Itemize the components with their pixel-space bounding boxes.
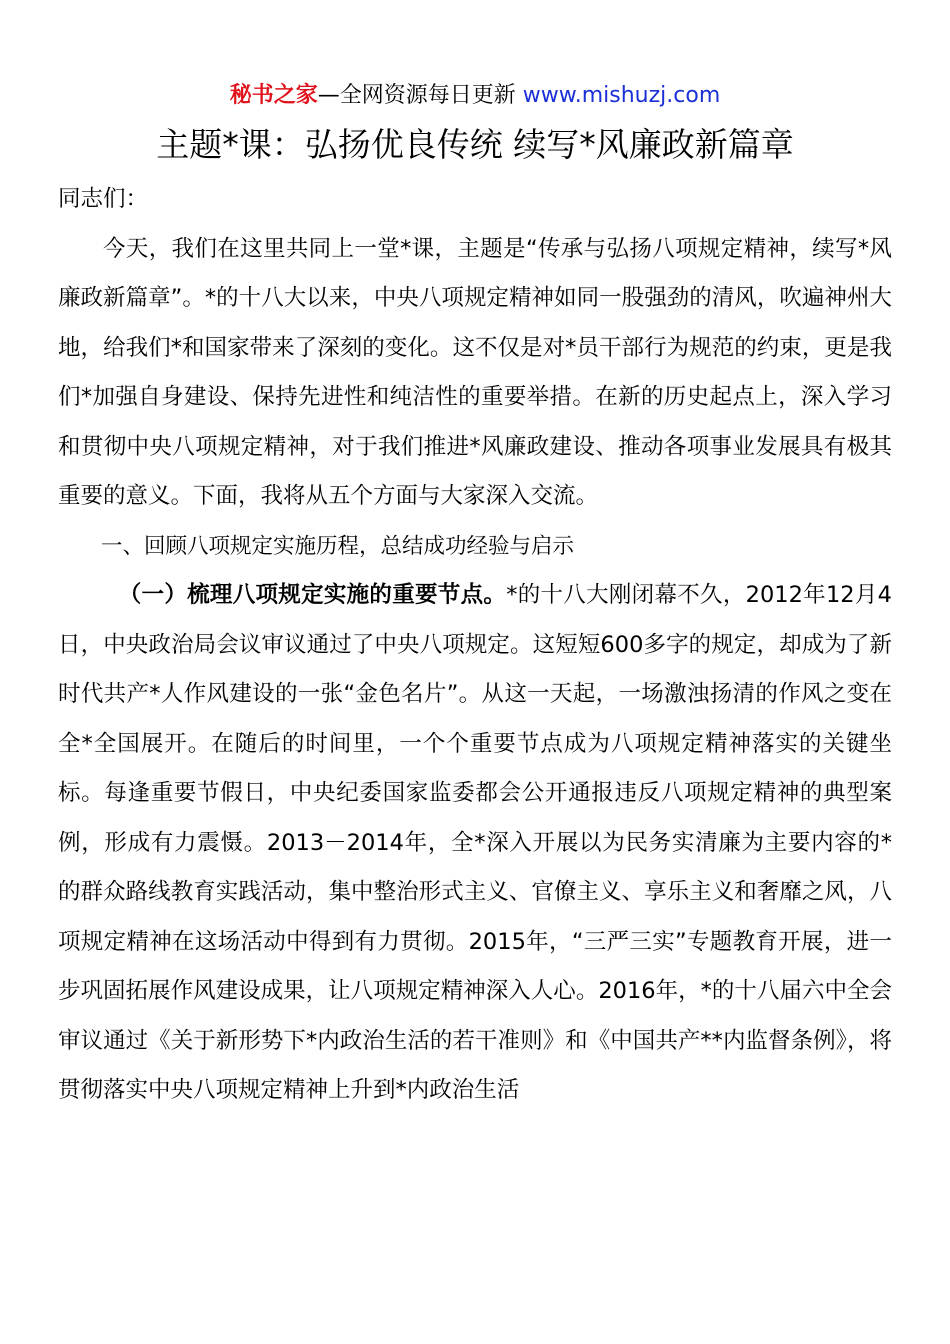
subsection-body: *的十八大刚闭幕不久，2012年12月4日，中央政治局会议审议通过了中央八项规定。这短短600多字的规定，却成为了新时代共产*人作风建设的一张“金色名片”。从这一天起，一场激浊扬清的作风之变在全*全国展开。在随后的时间里，一个个重要节点成为八项规定精神落实的关键坐标。每逢重要节假日，中央纪委国家监委都会公开通报违反八项规定精神的典型案例，形成有力震慑。2013－2014年，全*深入开展以为民务实清廉为主要内容的*的群众路线教育实践活动，集中整治形式主义、官僚主义、享乐主义和奢靡之风，八项规定精神在这场活动中得到有力贯彻。2015年，“三严三实”专题教育开展，进一步巩固拓展作风建设成果，让八项规定精神深入人心。2016年，*的十八届六中全会审议通过《关于新形势下*内政治生活的若干准则》和《中国共产**内监督条例》，将贯彻落实中央八项规定精神上升到*内政治生活 [58, 582, 892, 1103]
document-title: 主题*课：弘扬优良传统 续写*风廉政新篇章 [156, 125, 794, 164]
site-tagline: —全网资源每日更新 [317, 83, 523, 108]
document-body [58, 175, 892, 1116]
subsection-heading: （一）梳理八项规定实施的重要节点。 [118, 582, 507, 608]
salutation: 同志们： [58, 186, 149, 212]
site-url-link[interactable]: www.mishuzj.com [522, 83, 721, 108]
site-header [0, 80, 950, 112]
section-heading: 一、回顾八项规定实施历程，总结成功经验与启示 [101, 533, 575, 559]
site-brand: 秘书之家 [229, 83, 318, 108]
subsection-paragraph [58, 571, 892, 1116]
intro-paragraph: 今天，我们在这里共同上一堂*课，主题是“传承与弘扬八项规定精神，续写*风廉政新篇章”。*的十八大以来，中央八项规定精神如同一股强劲的清风，吹遍神州大地，给我们*和国家带来了深刻的变化。这不仅是对*员干部行为规范的约束，更是我们*加强自身建设、保持先进性和纯洁性的重要举措。在新的历史起点上，深入学习和贯彻中央八项规定精神，对于我们推进*风廉政建设、推动各项事业发展具有极其重要的意义。下面，我将从五个方面与大家深入交流。 [58, 235, 892, 509]
